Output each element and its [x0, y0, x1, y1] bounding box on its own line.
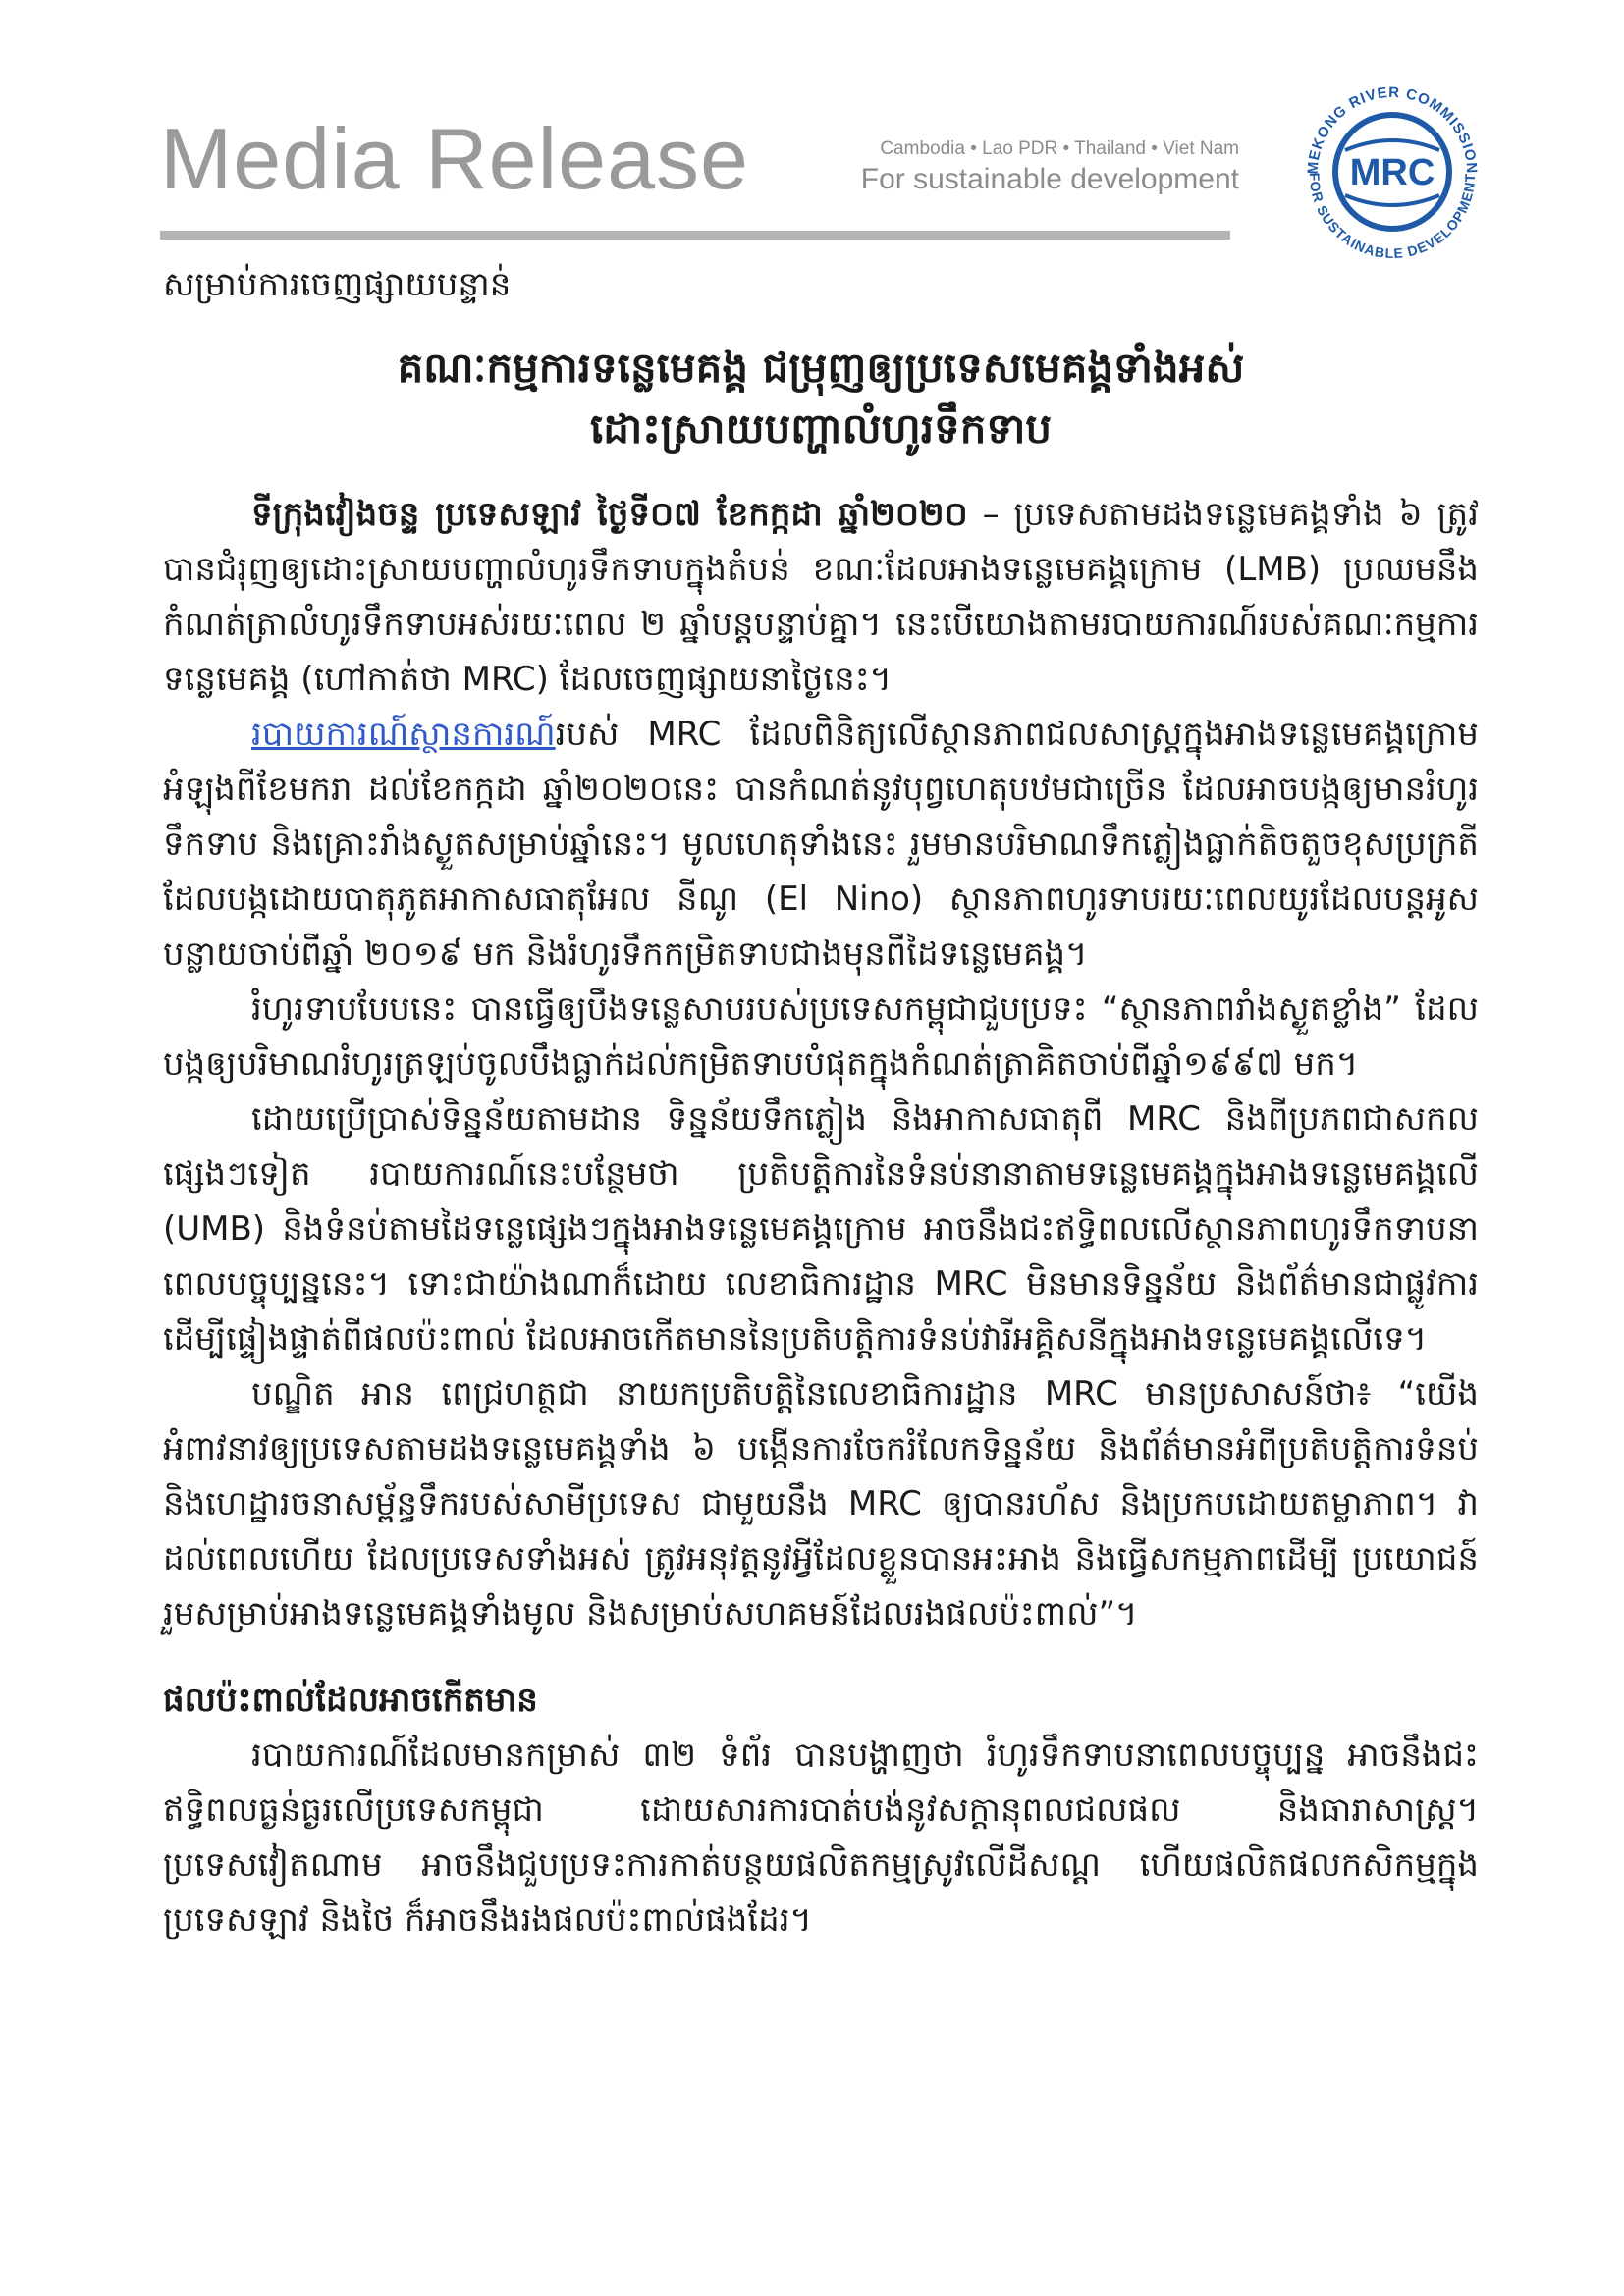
motto: For sustainable development	[860, 163, 1239, 195]
logo-ring-bottom: FOR SUSTAINABLE DEVELOPMENT	[1306, 172, 1479, 262]
media-release-title: Media Release	[160, 110, 749, 207]
article-body	[163, 257, 1479, 1948]
mrc-logo	[1294, 74, 1490, 270]
section-heading-impacts: ផលប៉ះពាល់ដែលអាចកើតមាន	[163, 1681, 538, 1720]
member-countries: Cambodia • Lao PDR • Thailand • Viet Nam	[880, 138, 1239, 159]
paragraph-5	[163, 1366, 1479, 1641]
paragraph-3	[163, 982, 1479, 1092]
release-note: សម្រាប់ការចេញផ្សាយបន្ទាន់	[163, 265, 512, 304]
paragraph-6-text: របាយការណ៍ដែលមានកម្រាស់ ៣២ ទំព័រ បានបង្ហាញថា រំហូរទឹកទាបនាពេលបច្ចុប្បន្ន អាចនឹងជះឥទ្ធិពលធ្ងន់ធ្ងរលើប្រទេសកម្ពុជា ដោយសារការបាត់បង់នូវសក្ដានុពលជលផល និងធារាសាស្ត្រ។ ប្រទេសវៀតណាម អាចនឹងជួបប្រទះការកាត់បន្ថយផលិតកម្មស្រូវលើដីសណ្ដ ហើយផលិតផលកសិកម្មក្នុងប្រទេសឡាវ និងថៃ ក៏អាចនឹងរងផលប៉ះពាល់ផងដែរ។	[163, 1735, 1479, 1940]
paragraph-1	[163, 487, 1479, 707]
tagline	[861, 137, 1239, 198]
headline-line-1: គណៈកម្មការទន្លេមេគង្គ ជម្រុញឲ្យប្រទេសមេគង្គទាំងអស់	[397, 344, 1245, 392]
headline-line-2: ដោះស្រាយបញ្ហាលំហូរទឹកទាប	[589, 404, 1053, 453]
paragraph-6	[163, 1728, 1479, 1948]
paragraph-3-text: រំហូរទាបបែបនេះ បានធ្វើឲ្យបឹងទន្លេសាបរបស់ប្រទេសកម្ពុជាជួបប្រទះ “ស្ថានភាពរាំងស្ងួតខ្លាំង” ដែលបង្កឲ្យបរិមាណរំហូរត្រឡប់ចូលបឹងធ្លាក់ដល់កម្រិតទាបបំផុតក្នុងកំណត់ត្រាគិតចាប់ពីឆ្នាំ១៩៩៧ មក។	[163, 989, 1479, 1084]
paragraph-2-text: របស់ MRC ដែលពិនិត្យលើស្ថានភាពជលសាស្ត្រក្នុងអាងទន្លេមេគង្គក្រោម អំឡុងពីខែមករា ដល់ខែកក្កដា ឆ្នាំ២០២០នេះ បានកំណត់នូវបុព្វហេតុបឋមជាច្រើន ដែលអាចបង្កឲ្យមានរំហូរទឹកទាប និងគ្រោះរាំងស្ងួតសម្រាប់ឆ្នាំនេះ។ មូលហេតុទាំងនេះ រួមមានបរិមាណទឹកភ្លៀងធ្លាក់តិចតួចខុសប្រក្រតីដែលបង្កដោយបាតុភូតអាកាសធាតុអែល នីណូ (El Nino) ស្ថានភាពហូរទាបរយៈពេលយូរដែលបន្តអូសបន្លាយចាប់ពីឆ្នាំ ២០១៩ មក និងរំហូរទឹកកម្រិតទាបជាងមុនពីដៃទន្លេមេគង្គ។	[163, 715, 1479, 974]
header-divider	[160, 231, 1230, 240]
dateline: ទីក្រុងវៀងចន្ទ ប្រទេសឡាវ ថ្ងៃទី០៧ ខែកក្កដា ឆ្នាំ២០២០	[251, 495, 968, 534]
logo-ring-top: MEKONG RIVER COMMISSION	[1304, 83, 1481, 175]
logo-center-text: MRC	[1349, 152, 1435, 193]
paragraph-1-text: – ប្រទេសតាមដងទន្លេមេគង្គទាំង ៦ ត្រូវបានជំរុញឲ្យដោះស្រាយបញ្ហាលំហូរទឹកទាបក្នុងតំបន់ ខណៈដែលអាងទន្លេមេគង្គក្រោម (LMB) ប្រឈមនឹងកំណត់ត្រាលំហូរទឹកទាបអស់រយៈពេល ២ ឆ្នាំបន្តបន្ទាប់គ្នា។ នេះបើយោងតាមរបាយការណ៍របស់គណៈកម្មការទន្លេមេគង្គ (ហៅកាត់ថា MRC) ដែលចេញផ្សាយនាថ្ងៃនេះ។	[163, 495, 1479, 699]
headline	[163, 338, 1479, 459]
paragraph-4-text: ដោយប្រើប្រាស់ទិន្នន័យតាមដាន ទិន្នន័យទឹកភ្លៀង និងអាកាសធាតុពី MRC និងពីប្រភពជាសកលផ្សេងៗទៀត របាយការណ៍នេះបន្ថែមថា ប្រតិបត្តិការនៃទំនប់នានាតាមទន្លេមេគង្គក្នុងអាងទន្លេមេគង្គលើ (UMB) និងទំនប់តាមដៃទន្លេផ្សេងៗក្នុងអាងទន្លេមេគង្គក្រោម អាចនឹងជះឥទ្ធិពលលើស្ថានភាពហូរទឹកទាបនាពេលបច្ចុប្បន្ននេះ។ ទោះជាយ៉ាងណាក៏ដោយ លេខាធិការដ្ឋាន MRC មិនមានទិន្នន័យ និងព័ត៌មានជាផ្លូវការ ដើម្បីផ្ទៀងផ្ទាត់ពីផលប៉ះពាល់ ដែលអាចកើតមាននៃប្រតិបត្តិការទំនប់វារីអគ្គិសនីក្នុងអាងទន្លេមេគង្គលើទេ។	[163, 1099, 1479, 1359]
situation-report-link[interactable]: របាយការណ៍ស្ថានការណ៍	[251, 715, 556, 754]
paragraph-5-text: បណ្ឌិត អាន ពេជ្រហត្ថជា នាយកប្រតិបត្តិនៃលេខាធិការដ្ឋាន MRC មានប្រសាសន៍ថា៖ “យើងអំពាវនាវឲ្យប្រទេសតាមដងទន្លេមេគង្គទាំង ៦ បង្កើនការចែករំលែកទិន្នន័យ និងព័ត៌មានអំពីប្រតិបត្តិការទំនប់ និងហេដ្ឋារចនាសម្ព័ន្ធទឹករបស់សាមីប្រទេស ជាមួយនឹង MRC ឲ្យបានរហ័ស និងប្រកបដោយតម្លាភាព។ វាដល់ពេលហើយ ដែលប្រទេសទាំងអស់ ត្រូវអនុវត្តនូវអ្វីដែលខ្លួនបានអះអាង និងធ្វើសកម្មភាពដើម្បី ប្រយោជន៍រួមសម្រាប់អាងទន្លេមេគង្គទាំងមូល និងសម្រាប់សហគមន៍ដែលរងផលប៉ះពាល់”។	[163, 1374, 1479, 1633]
paragraph-4	[163, 1092, 1479, 1366]
paragraph-2	[163, 707, 1479, 982]
